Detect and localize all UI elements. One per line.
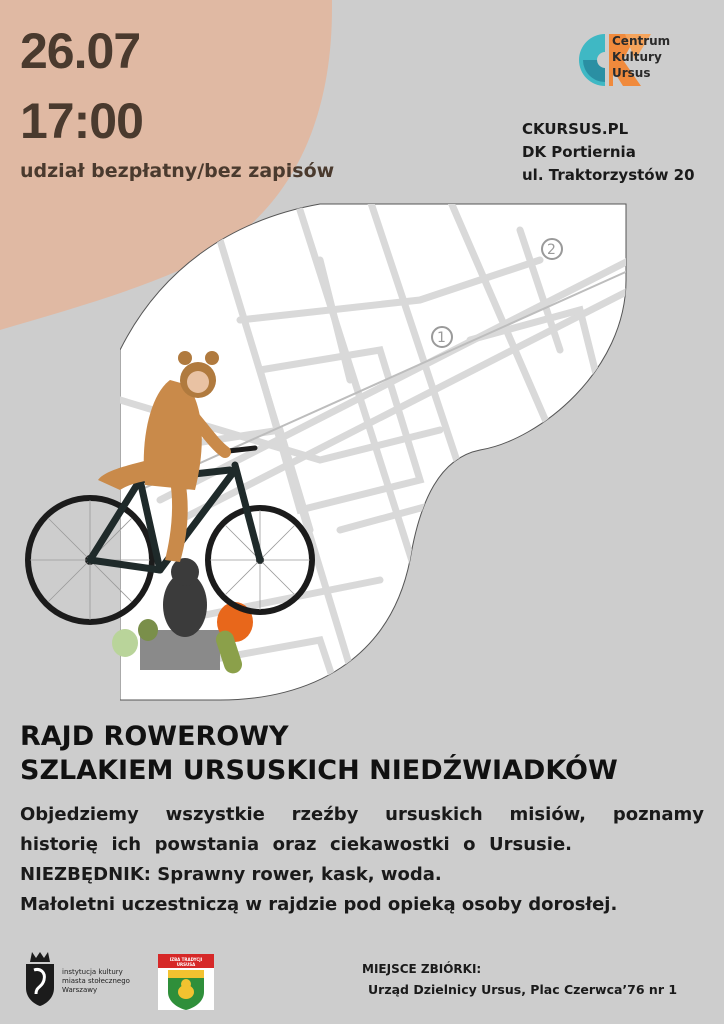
event-date: 26.07 bbox=[20, 23, 141, 79]
website: CKURSUS.PL bbox=[522, 120, 629, 138]
logo-wordmark bbox=[612, 33, 670, 81]
description-line: historię ich powstania oraz ciekawostki o Ursusie. bbox=[20, 834, 572, 855]
logo-line: Kultury bbox=[612, 50, 662, 64]
description-line: Objedziemy wszystkie rzeźby ursuskich misiów, poznamy bbox=[20, 804, 704, 825]
event-title bbox=[20, 720, 618, 788]
title-line: SZLAKIEM URSUSKICH NIEDŹWIADKÓW bbox=[20, 755, 618, 786]
meeting-label: MIEJSCE ZBIÓRKI: bbox=[362, 962, 482, 976]
institution-line: miasta stołecznego bbox=[62, 977, 130, 985]
description-line: Małoletni uczestniczą w rajdzie pod opieką osoby dorosłej. bbox=[20, 894, 618, 915]
svg-text:URSUSA: URSUSA bbox=[176, 962, 196, 967]
venue: DK Portiernia bbox=[522, 143, 636, 161]
participation-note: udział bezpłatny/bez zapisów bbox=[20, 160, 335, 182]
description-line: NIEZBĘDNIK: Sprawny rower, kask, woda. bbox=[20, 864, 442, 885]
event-description bbox=[20, 800, 704, 920]
address: ul. Traktorzystów 20 bbox=[522, 166, 695, 184]
logo-line: Ursus bbox=[612, 66, 651, 80]
title-line: RAJD ROWEROWY bbox=[20, 721, 289, 752]
cyclist-photo bbox=[20, 340, 340, 690]
izba-tradycji-logo-icon bbox=[158, 954, 214, 1010]
meeting-place: Urząd Dzielnicy Ursus, Plac Czerwca’76 nr 1 bbox=[368, 982, 678, 997]
warsaw-emblem-icon bbox=[22, 950, 58, 1008]
map-marker-2: 2 bbox=[547, 242, 556, 258]
svg-text:IZBA TRADYCJI: IZBA TRADYCJI bbox=[169, 957, 203, 962]
institution-caption bbox=[62, 968, 130, 995]
contact-block bbox=[522, 118, 695, 187]
logo-line: Centrum bbox=[612, 34, 671, 48]
institution-line: Warszawy bbox=[62, 986, 98, 994]
event-time: 17:00 bbox=[20, 93, 143, 149]
institution-line: instytucja kultury bbox=[62, 968, 123, 976]
map-marker-1: 1 bbox=[437, 330, 446, 346]
